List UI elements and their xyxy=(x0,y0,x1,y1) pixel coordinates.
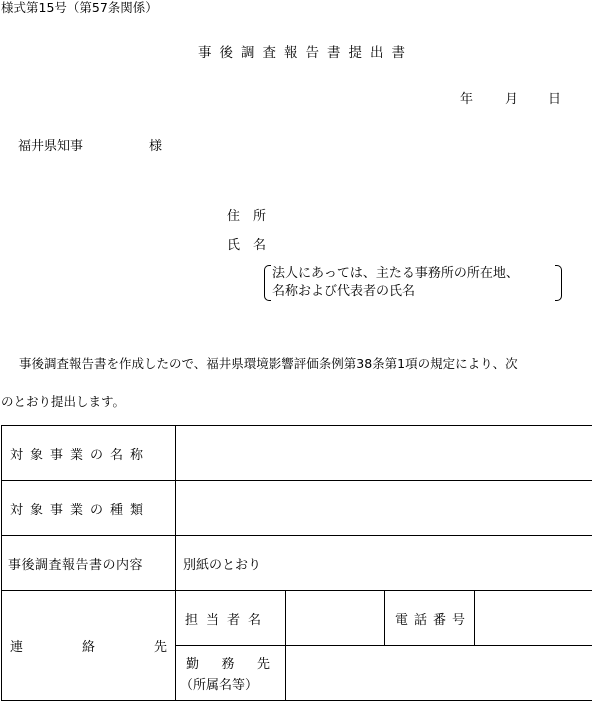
contact-label-char3: 先 xyxy=(154,636,167,655)
contact-label xyxy=(2,591,176,701)
row-report-content xyxy=(2,536,592,591)
row-project-type xyxy=(2,481,592,536)
workplace-label-char1: 勤 xyxy=(186,653,199,672)
project-type-label: 対象事業の種類 xyxy=(2,481,176,536)
corporate-note-line1: 法人にあっては、主たる事務所の所在地、 xyxy=(272,267,519,280)
row-contact-person xyxy=(2,591,592,646)
corporate-note-line2: 名称および代表者の氏名 xyxy=(272,285,415,298)
submission-table xyxy=(1,425,592,701)
workplace-field[interactable] xyxy=(286,646,592,701)
workplace-label-char3: 先 xyxy=(257,653,270,672)
report-content-value[interactable]: 別紙のとおり xyxy=(176,536,592,591)
workplace-label xyxy=(176,646,286,701)
contact-label-char1: 連 xyxy=(10,636,23,655)
body-text-line2: のとおり提出します。 xyxy=(1,396,125,409)
document-title: 事後調査報告書提出書 xyxy=(198,47,413,61)
bracket-right xyxy=(555,265,562,301)
phone-label: 電話番号 xyxy=(385,591,475,646)
project-type-field[interactable] xyxy=(176,481,592,536)
project-name-field[interactable] xyxy=(176,426,592,481)
date-day: 日 xyxy=(548,93,561,106)
phone-field[interactable] xyxy=(475,591,592,646)
workplace-sub-label: （所属名等） xyxy=(176,674,285,693)
corporate-note xyxy=(264,265,562,299)
contact-label-char2: 絡 xyxy=(82,636,95,655)
body-text-line1: 事後調査報告書を作成したので、福井県環境影響評価条例第38条第1項の規定により、次 xyxy=(19,358,518,371)
person-field[interactable] xyxy=(286,591,385,646)
name-label: 氏 名 xyxy=(227,239,266,252)
report-content-label: 事後調査報告書の内容 xyxy=(2,536,176,591)
addressee-name: 福井県知事 xyxy=(18,140,83,153)
addressee-honorific: 様 xyxy=(149,140,162,153)
workplace-label-char2: 務 xyxy=(221,653,234,672)
address-label: 住 所 xyxy=(227,210,266,223)
person-label: 担当者名 xyxy=(176,591,286,646)
date-year: 年 xyxy=(460,93,473,106)
form-id: 様式第15号（第57条関係） xyxy=(1,2,158,15)
bracket-left xyxy=(264,265,271,301)
row-project-name xyxy=(2,426,592,481)
date-month: 月 xyxy=(505,93,518,106)
project-name-label: 対象事業の名称 xyxy=(2,426,176,481)
